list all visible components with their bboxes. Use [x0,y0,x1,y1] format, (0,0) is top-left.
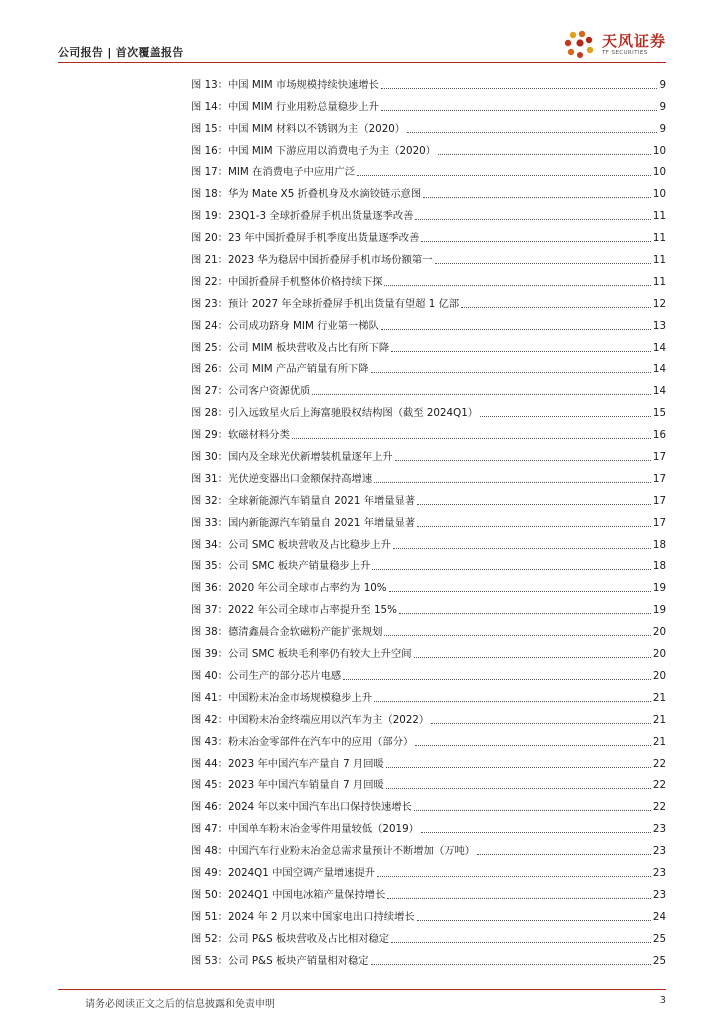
toc-dot-leader [417,504,651,505]
toc-entry-label[interactable]: 图 44：2023 年中国汽车产量自 7 月回暖 [191,757,384,770]
toc-entry-page: 24 [652,910,666,923]
toc-dot-leader [357,175,651,176]
toc-entry[interactable] [191,420,666,442]
toc-entry-label[interactable]: 图 29：软磁材料分类 [191,429,290,442]
toc-dot-leader [386,788,651,789]
toc-dot-leader [381,110,658,111]
toc-entry[interactable] [191,814,666,836]
toc-dot-leader [371,964,651,965]
header-divider [58,62,666,63]
toc-entry-page: 23 [652,888,666,901]
toc-entry-label[interactable]: 图 37：2022 年公司全球市占率提升至 15% [191,604,397,617]
toc-dot-leader [415,219,650,220]
toc-entry-label[interactable]: 图 26：公司 MIM 产品产销量有所下降 [191,363,369,376]
toc-entry[interactable] [191,661,666,683]
toc-entry-page: 12 [652,297,666,310]
toc-entry-page: 9 [659,122,666,135]
toc-entry-label[interactable]: 图 19：23Q1-3 全球折叠屏手机出货量逐季改善 [191,210,414,223]
toc-dot-leader [371,372,651,373]
toc-entry-page: 25 [652,932,666,945]
toc-entry-label[interactable]: 图 15：中国 MIM 材料以不锈钢为主（2020） [191,122,406,135]
toc-entry-label[interactable]: 图 49：2024Q1 中国空调产量增速提升 [191,866,376,879]
toc-entry[interactable] [191,705,666,727]
toc-entry-label[interactable]: 图 22：中国折叠屏手机整体价格持续下探 [191,275,383,288]
footer-divider [58,989,666,990]
toc-dot-leader [431,723,651,724]
toc-dot-leader [480,416,651,417]
toc-dot-leader [343,679,651,680]
toc-entry[interactable] [191,136,666,158]
toc-entry-page: 17 [652,472,666,485]
toc-entry-page: 11 [652,232,666,245]
toc-entry[interactable] [191,946,666,968]
toc-entry[interactable] [191,683,666,705]
brand-name: 天风证券 [601,32,666,50]
toc-entry-page: 13 [652,319,666,332]
flower-logo-icon [562,30,598,60]
toc-entry-label[interactable]: 图 14：中国 MIM 行业用粉总量稳步上升 [191,100,379,113]
toc-entry[interactable] [191,464,666,486]
toc-entry[interactable] [191,924,666,946]
toc-entry-page: 22 [652,779,666,792]
toc-dot-leader [374,701,651,702]
toc-entry-page: 18 [652,538,666,551]
toc-entry-label[interactable]: 图 25：公司 MIM 板块营收及占比有所下降 [191,341,390,354]
toc-entry-page: 21 [652,735,666,748]
toc-entry[interactable] [191,727,666,749]
toc-entry[interactable] [191,639,666,661]
toc-dot-leader [421,241,650,242]
toc-entry-page: 19 [652,582,666,595]
toc-dot-leader [393,548,651,549]
toc-entry-label[interactable]: 图 32：全球新能源汽车销量自 2021 年增量显著 [191,494,416,507]
toc-entry-label[interactable]: 图 39：公司 SMC 板块毛利率仍有较大上升空间 [191,648,412,661]
toc-dot-leader [312,394,651,395]
toc-entry-page: 21 [652,713,666,726]
toc-entry[interactable] [191,398,666,420]
toc-entry[interactable] [191,573,666,595]
toc-entry-page: 20 [652,669,666,682]
toc-entry[interactable] [191,792,666,814]
toc-dot-leader [381,329,651,330]
toc-entry-page: 14 [652,385,666,398]
toc-entry[interactable] [191,114,666,136]
toc-entry[interactable] [191,289,666,311]
toc-dot-leader [389,591,651,592]
toc-entry-label[interactable]: 图 48：中国汽车行业粉末冶金总需求量预计不断增加（万吨） [191,845,476,858]
toc-entry-label[interactable]: 图 47：中国单车粉末冶金零件用量较低（2019） [191,823,419,836]
toc-entry-label[interactable]: 图 18：华为 Mate X5 折叠机身及水滴铰链示意图 [191,188,422,201]
toc-entry-label[interactable]: 图 21：2023 华为稳居中国折叠屏手机市场份额第一 [191,254,433,267]
toc-entry[interactable] [191,92,666,114]
toc-entry-page: 23 [652,823,666,836]
toc-entry-label[interactable]: 图 51：2024 年 2 月以来中国家电出口持续增长 [191,910,415,923]
toc-entry-page: 11 [652,254,666,267]
toc-dot-leader [391,942,651,943]
toc-entry-page: 18 [652,560,666,573]
toc-dot-leader [381,88,658,89]
toc-entry[interactable] [191,836,666,858]
page-number: 3 [659,995,666,1006]
page-header [58,28,666,62]
toc-entry-page: 25 [652,954,666,967]
toc-dot-leader [399,613,651,614]
toc-entry[interactable] [191,70,666,92]
toc-entry-label[interactable]: 图 23：预计 2027 年全球折叠屏手机出货量有望超 1 亿部 [191,297,460,310]
toc-entry-label[interactable]: 图 35：公司 SMC 板块产销量稳步上升 [191,560,371,573]
toc-dot-leader [395,460,651,461]
toc-entry-label[interactable]: 图 46：2024 年以来中国汽车出口保持快速增长 [191,801,412,814]
toc-entry-label[interactable]: 图 41：中国粉末冶金市场规模稳步上升 [191,691,373,704]
toc-entry[interactable] [191,858,666,880]
toc-entry-label[interactable]: 图 36：2020 年公司全球市占率约为 10% [191,582,387,595]
toc-entry[interactable] [191,880,666,902]
toc-dot-leader [423,197,651,198]
toc-entry-label[interactable]: 图 31：光伏逆变器出口金额保持高增速 [191,472,373,485]
toc-dot-leader [417,526,651,527]
toc-entry-page: 19 [652,604,666,617]
toc-entry-label[interactable]: 图 30：国内及全球光伏新增装机量逐年上升 [191,451,393,464]
toc-entry-page: 10 [652,144,666,157]
toc-entry-page: 10 [652,166,666,179]
toc-dot-leader [414,657,651,658]
figure-table-of-contents [191,70,666,968]
toc-entry-label[interactable]: 图 28：引入远致星火后上海富驰股权结构图（截至 2024Q1） [191,407,479,420]
toc-entry[interactable] [191,179,666,201]
toc-entry[interactable] [191,245,666,267]
toc-entry[interactable] [191,552,666,574]
toc-entry-page: 14 [652,363,666,376]
toc-entry[interactable] [191,267,666,289]
toc-entry[interactable] [191,771,666,793]
toc-entry-label[interactable]: 图 16：中国 MIM 下游应用以消费电子为主（2020） [191,144,436,157]
toc-entry[interactable] [191,355,666,377]
toc-entry-label[interactable]: 图 53：公司 P&S 板块产销量相对稳定 [191,954,369,967]
toc-entry-label[interactable]: 图 34：公司 SMC 板块营收及占比稳步上升 [191,538,391,551]
toc-dot-leader [477,854,651,855]
toc-entry-page: 15 [652,407,666,420]
toc-dot-leader [435,263,651,264]
toc-dot-leader [391,351,651,352]
toc-dot-leader [384,285,650,286]
brand-logo [562,30,666,60]
toc-entry-page: 21 [652,691,666,704]
toc-entry-label[interactable]: 图 52：公司 P&S 板块营收及占比相对稳定 [191,932,390,945]
toc-entry-page: 11 [652,210,666,223]
toc-entry-label[interactable]: 图 43：粉末冶金零部件在汽车中的应用（部分） [191,735,414,748]
toc-entry-page: 17 [652,516,666,529]
toc-dot-leader [438,154,651,155]
report-type-label: 公司报告 | 首次覆盖报告 [58,46,184,59]
toc-entry-label[interactable]: 图 38：德清鑫晨合金软磁粉产能扩张规划 [191,626,383,639]
toc-entry[interactable] [191,902,666,924]
toc-entry[interactable] [191,530,666,552]
toc-entry-label[interactable]: 图 33：国内新能源汽车销量自 2021 年增量显著 [191,516,416,529]
toc-entry-label[interactable]: 图 45：2023 年中国汽车销量自 7 月回暖 [191,779,384,792]
toc-entry-page: 9 [659,78,666,91]
toc-dot-leader [374,482,651,483]
toc-entry[interactable] [191,223,666,245]
toc-entry[interactable] [191,201,666,223]
brand-name-en: TF SECURITIES [601,50,648,56]
toc-entry-page: 23 [652,845,666,858]
disclaimer-text: 请务必阅读正文之后的信息披露和免责申明 [85,999,275,1010]
toc-entry[interactable] [191,158,666,180]
toc-dot-leader [461,307,651,308]
toc-entry-label[interactable]: 图 50：2024Q1 中国电冰箱产量保持增长 [191,888,386,901]
toc-entry-page: 20 [652,648,666,661]
toc-entry-page: 9 [659,100,666,113]
toc-entry[interactable] [191,311,666,333]
toc-entry-page: 10 [652,188,666,201]
toc-dot-leader [421,832,651,833]
toc-entry-page: 23 [652,866,666,879]
toc-entry-page: 11 [652,275,666,288]
toc-entry-label[interactable]: 图 20：23 年中国折叠屏手机季度出货量逐季改善 [191,232,420,245]
toc-entry-label[interactable]: 图 40：公司生产的部分芯片电感 [191,669,342,682]
toc-dot-leader [384,635,650,636]
toc-entry[interactable] [191,486,666,508]
toc-entry-page: 22 [652,757,666,770]
toc-dot-leader [292,438,651,439]
toc-entry[interactable] [191,508,666,530]
toc-dot-leader [386,767,651,768]
toc-dot-leader [372,569,651,570]
toc-entry[interactable] [191,333,666,355]
toc-dot-leader [414,810,651,811]
toc-dot-leader [387,898,651,899]
toc-entry-page: 14 [652,341,666,354]
toc-dot-leader [377,876,651,877]
toc-entry[interactable] [191,617,666,639]
toc-dot-leader [407,132,657,133]
toc-entry-page: 17 [652,451,666,464]
toc-dot-leader [417,920,651,921]
toc-entry[interactable] [191,376,666,398]
toc-entry-page: 16 [652,429,666,442]
toc-entry-label[interactable]: 图 42：中国粉末冶金终端应用以汽车为主（2022） [191,713,430,726]
toc-dot-leader [415,745,651,746]
toc-entry-label[interactable]: 图 13：中国 MIM 市场规模持续快速增长 [191,78,379,91]
toc-entry-page: 20 [652,626,666,639]
toc-entry[interactable] [191,442,666,464]
toc-entry-label[interactable]: 图 24：公司成功跻身 MIM 行业第一梯队 [191,319,379,332]
toc-entry[interactable] [191,595,666,617]
toc-entry[interactable] [191,749,666,771]
toc-entry-label[interactable]: 图 17：MIM 在消费电子中应用广泛 [191,166,356,179]
toc-entry-page: 17 [652,494,666,507]
toc-entry-page: 22 [652,801,666,814]
toc-entry-label[interactable]: 图 27：公司客户资源优质 [191,385,311,398]
